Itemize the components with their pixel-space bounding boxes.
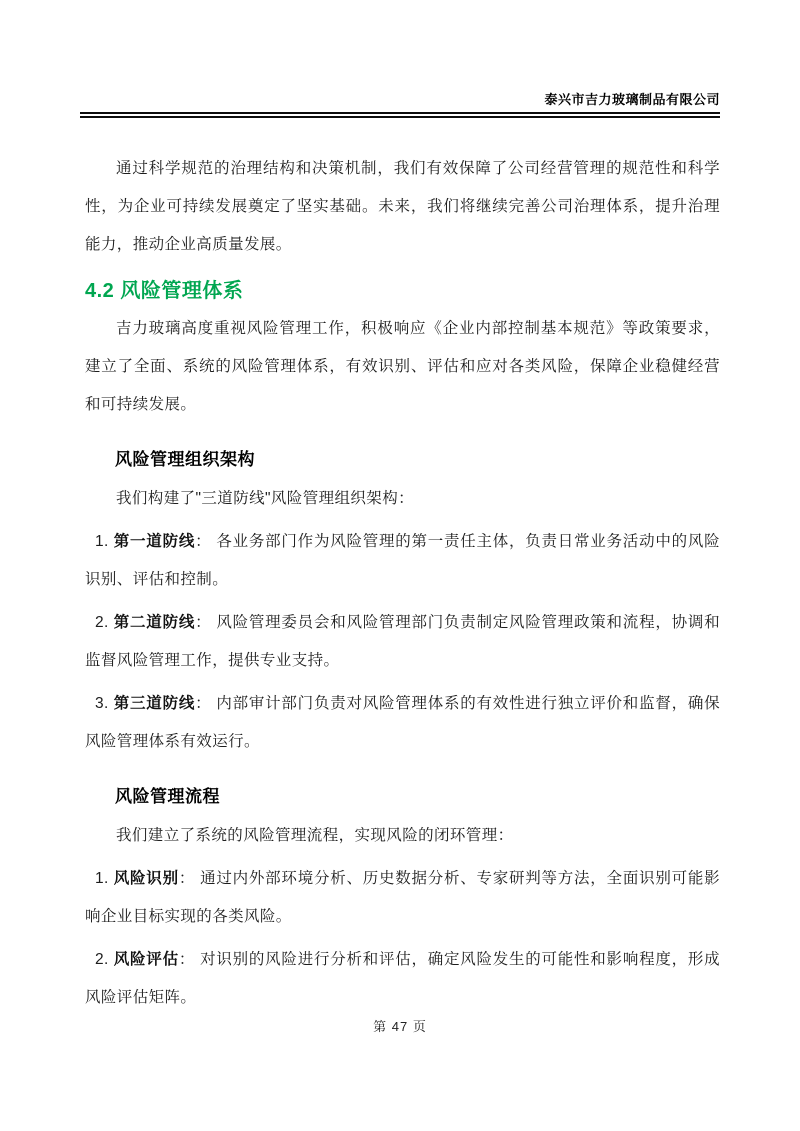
item-number: 3.	[95, 695, 114, 712]
item-term: 第三道防线	[113, 695, 196, 712]
item-description: 内部审计部门负责对风险管理体系的有效性进行独立评价和监督，确保风险管理体系有效运行。	[85, 695, 720, 750]
item-description: 通过内外部环境分析、历史数据分析、专家研判等方法，全面识别可能影响企业目标实现的各类风险。	[85, 870, 720, 925]
process-lead-paragraph: 我们建立了系统的风险管理流程，实现风险的闭环管理：	[116, 827, 514, 844]
item-term: 风险评估	[113, 951, 179, 968]
org-list-item-3	[85, 685, 720, 761]
item-colon: ：	[195, 695, 217, 712]
item-description: 风险管理委员会和风险管理部门负责制定风险管理政策和流程，协调和监督风险管理工作，提供专业支持。	[85, 614, 720, 669]
item-term: 第二道防线	[113, 614, 196, 631]
item-description: 对识别的风险进行分析和评估，确定风险发生的可能性和影响程度，形成风险评估矩阵。	[85, 951, 720, 1006]
item-colon: ：	[195, 614, 217, 631]
item-number: 1.	[95, 533, 114, 550]
item-colon: ：	[178, 951, 201, 968]
item-number: 2.	[95, 614, 114, 631]
item-colon: ：	[195, 533, 217, 550]
item-term: 风险识别	[113, 870, 179, 887]
org-list-item-2	[85, 604, 720, 680]
sub-heading-process: 风险管理流程	[115, 787, 220, 806]
item-colon: ：	[178, 870, 201, 887]
header-double-rule	[80, 112, 720, 118]
sub-heading-org-structure: 风险管理组织架构	[115, 450, 255, 469]
item-number: 1.	[95, 870, 114, 887]
item-number: 2.	[95, 951, 114, 968]
intro-paragraph: 通过科学规范的治理结构和决策机制，我们有效保障了公司经营管理的规范性和科学性，为企业可持续发展奠定了坚实基础。未来，我们将继续完善公司治理体系，提升治理能力，推动企业高质量发展。	[85, 160, 720, 253]
page-footer	[0, 1016, 800, 1035]
section-intro-paragraph: 吉力玻璃高度重视风险管理工作，积极响应《企业内部控制基本规范》等政策要求，建立了全面、系统的风险管理体系，有效识别、评估和应对各类风险，保障企业稳健经营和可持续发展。	[85, 320, 720, 413]
page-number: 第 47 页	[373, 1019, 427, 1034]
page-header	[80, 0, 720, 118]
process-list-item-1	[85, 860, 720, 936]
section-heading-4-2: 4.2 风险管理体系	[85, 280, 244, 302]
document-content	[85, 120, 720, 1017]
item-term: 第一道防线	[113, 533, 196, 550]
process-list-item-2	[85, 941, 720, 1017]
header-company-name: 泰兴市吉力玻璃制品有限公司	[544, 92, 720, 107]
item-description: 各业务部门作为风险管理的第一责任主体，负责日常业务活动中的风险识别、评估和控制。	[85, 533, 720, 588]
org-list-item-1	[85, 523, 720, 599]
org-lead-paragraph: 我们构建了"三道防线"风险管理组织架构：	[116, 490, 415, 507]
